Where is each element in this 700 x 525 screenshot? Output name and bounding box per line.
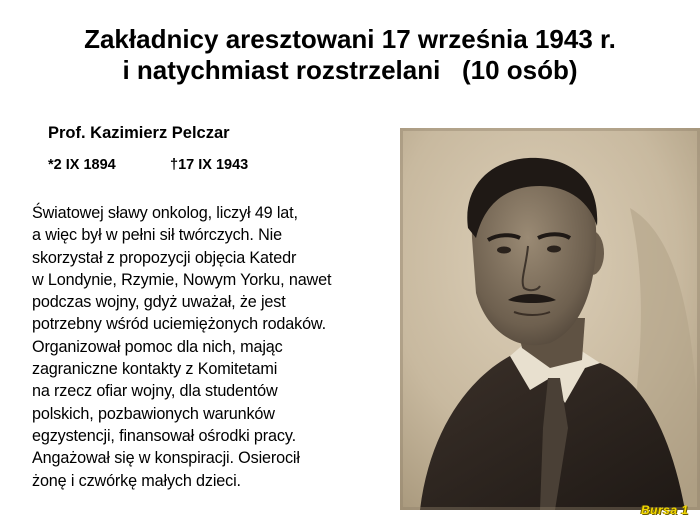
bio-line: żonę i czwórkę małych dzieci. (32, 471, 241, 490)
bio-line: Organizował pomoc dla nich, mając (32, 337, 283, 356)
bio-line: egzystencji, finansował ośrodki pracy. (32, 426, 296, 445)
credit-label: Bursa 1 (641, 503, 689, 517)
bio-line: skorzystał z propozycji objęcia Katedr (32, 248, 297, 267)
portrait-illustration (400, 128, 700, 510)
death-date: †17 IX 1943 (170, 157, 249, 173)
bio-line: Światowej sławy onkolog, liczył 49 lat, (32, 204, 298, 222)
bio-line: zagraniczne kontakty z Komitetami (32, 360, 278, 379)
portrait-photo (400, 128, 700, 510)
page-title (0, 24, 700, 86)
title-line-1: Zakładnicy aresztowani 17 września 1943 r. (84, 24, 616, 54)
bio-line: Angażował się w konspiracji. Osierocił (32, 449, 300, 468)
bio-line: na rzecz ofiar wojny, dla studentów (32, 382, 278, 401)
bio-line: podczas wojny, gdyż uważał, że jest (32, 293, 286, 312)
birth-date: *2 IX 1894 (48, 157, 116, 173)
bio-line: w Londynie, Rzymie, Nowym Yorku, nawet (32, 270, 332, 289)
title-line-2: i natychmiast rozstrzelani (10 osób) (122, 55, 578, 85)
biography-text (32, 202, 407, 492)
bio-line: a więc był w pełni sił twórczych. Nie (32, 226, 282, 245)
person-name: Prof. Kazimierz Pelczar (48, 124, 230, 142)
bio-line: polskich, pozbawionych warunków (32, 404, 275, 423)
bio-line: potrzebny wśród uciemiężonych rodaków. (32, 315, 326, 334)
